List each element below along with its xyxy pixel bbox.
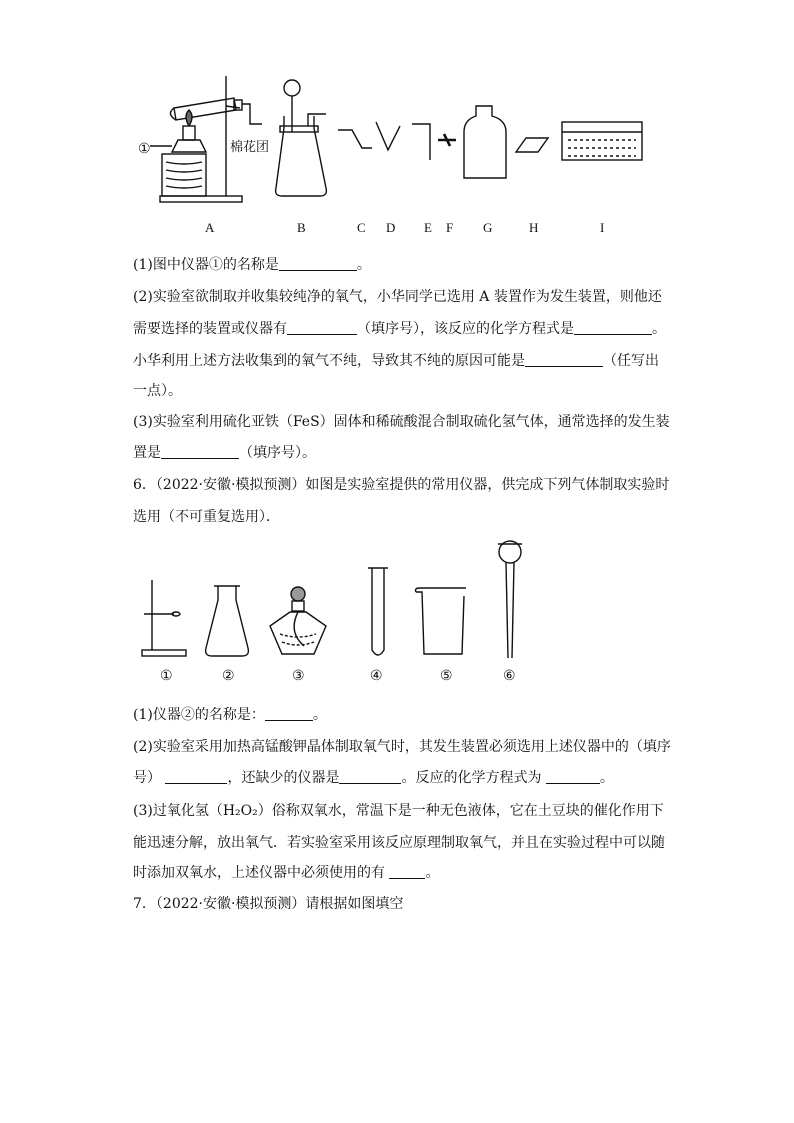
q6-head-line1: 6．（2022·安徽·模拟预测）如图是实验室提供的常用仪器，供完成下列气体制取实验时 (133, 477, 670, 493)
figure-label-e: E (424, 220, 432, 235)
q5-part3-line2: 置是 （填序号）。 (133, 445, 316, 461)
marker-label: ① (138, 142, 151, 157)
q5-part2-line1: (2)实验室欲制取并收集较纯净的氧气，小华同学已选用 A 装置作为发生装置，则他还 (133, 289, 662, 305)
q6-blank-1[interactable] (265, 706, 313, 721)
instrument-label-4: ④ (370, 669, 383, 684)
q5-part2-line4: 一点）。 (133, 383, 182, 399)
apparatus-figure-2 (130, 538, 550, 662)
q6-part3-line2: 能迅速分解，放出氧气．若实验室采用该反应原理制取氧气，并且在实验过程中可以随 (133, 835, 665, 851)
q5-blank-2[interactable] (287, 320, 357, 335)
q5-part2-line2: 需要选择的装置或仪器有 （填序号），该反应的化学方程式是 。 (133, 321, 666, 337)
figure-label-a: A (205, 220, 215, 235)
instrument-6-funnel (498, 541, 522, 658)
instrument-label-6: ⑥ (503, 669, 516, 684)
apparatus-figure-1 (130, 70, 650, 210)
q6-part2-line1: (2)实验室采用加热高锰酸钾晶体制取氧气时，其发生装置必须选用上述仪器中的（填序 (133, 739, 671, 755)
instrument-1-stand (142, 580, 186, 656)
instrument-5-beaker (416, 588, 467, 654)
apparatus-c-tube (338, 130, 372, 148)
apparatus-h-plate (516, 138, 548, 152)
q6-part3-line3: 时添加双氧水，上述仪器中必须使用的有 。 (133, 865, 440, 881)
instrument-4-test-tube (368, 568, 388, 655)
q5-part3-line1: (3)实验室利用硫化亚铁（FeS）固体和稀硫酸混合制取硫化氢气体，通常选择的发生装 (133, 414, 670, 430)
figure-label-g: G (483, 220, 493, 235)
instrument-label-5: ⑤ (440, 669, 453, 684)
instrument-2-flask (206, 586, 249, 656)
q5-blank-3[interactable] (574, 320, 652, 335)
instrument-label-3: ③ (292, 669, 305, 684)
figure-label-d: D (386, 220, 396, 235)
q6-blank-5[interactable] (389, 864, 425, 879)
figure-label-h: H (529, 220, 539, 235)
apparatus-e-tube (412, 124, 430, 160)
apparatus-d-tube (376, 122, 400, 150)
figure-label-i: I (600, 220, 605, 235)
q6-blank-4[interactable] (546, 769, 600, 784)
cotton-label: 棉花团 (230, 140, 270, 155)
q6-part1: (1)仪器②的名称是： 。 (133, 707, 327, 723)
apparatus-i-trough (562, 122, 642, 160)
q5-part2-line3: 小华利用上述方法收集到的氧气不纯，导致其不纯的原因可能是 （任写出 (133, 353, 659, 369)
q6-head-line2: 选用（不可重复选用）． (133, 509, 280, 525)
q5-blank-1[interactable] (279, 256, 357, 271)
instrument-label-1: ① (160, 669, 173, 684)
figure-label-c: C (357, 220, 366, 235)
figure-label-b: B (297, 220, 306, 235)
q5-blank-4[interactable] (525, 352, 603, 367)
instrument-label-2: ② (222, 669, 235, 684)
q6-part2-line2: 号） ，还缺少的仪器是 。反应的化学方程式为 。 (133, 770, 614, 786)
apparatus-f-clip (438, 134, 456, 146)
q7-head: 7．（2022·安徽·模拟预测）请根据如图填空 (133, 896, 404, 912)
q5-blank-5[interactable] (161, 444, 239, 459)
q6-blank-3[interactable] (339, 769, 401, 784)
apparatus-g-bottle (464, 106, 506, 178)
figure-label-f: F (446, 220, 454, 235)
q5-part1: (1)图中仪器①的名称是 。 (133, 257, 371, 273)
q6-part3-line1: (3)过氧化氢（H₂O₂）俗称双氧水，常温下是一种无色液体，它在土豆块的催化作用下 (133, 803, 664, 819)
q6-blank-2[interactable] (165, 769, 227, 784)
instrument-3-lamp (270, 587, 326, 654)
apparatus-b-flask (276, 80, 327, 196)
